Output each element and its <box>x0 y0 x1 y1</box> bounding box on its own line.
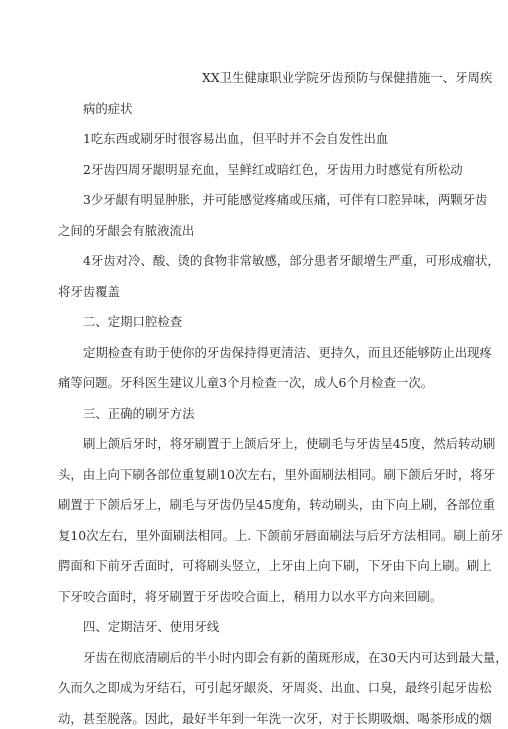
section-3-line-5: 腭面和下前牙舌面时，可将刷头竖立，上牙由上向下刷，下牙由下向上刷。刷上 <box>58 558 492 573</box>
section-2-heading: 二、定期口腔检查 <box>83 314 183 329</box>
section-3-line-4: 复10次左右，里外面刷法相同。上. 下颌前牙唇面刷法与后牙方法相同。刷上前牙 <box>58 527 503 543</box>
title-line-1: XX卫生健康职业学院牙齿预防与保健措施一、牙周疾 <box>202 70 493 85</box>
section-4-line-2: 久而久之即成为牙结石，可引起牙龈炎、牙周炎、出血、口臭，最终引起牙齿松 <box>58 680 492 695</box>
section-4-heading: 四、定期洁牙、使用牙线 <box>83 619 220 634</box>
section-3-line-3: 刷置于下颌后牙上，刷毛与牙齿仍呈45度角，转动刷头，由下向上刷，各部位重 <box>58 497 496 512</box>
section-3-heading: 三、正确的刷牙方法 <box>83 405 195 421</box>
section-4-line-3: 动，甚至脱落。因此，最好半年到一年洗一次牙，对于长期吸烟、喝茶形成的烟 <box>58 710 492 726</box>
symptom-4-line-2: 将牙齿覆盖 <box>58 283 120 299</box>
symptom-1: 1吃东西或刷牙时很容易出血，但平时并不会自发性出血 <box>83 131 389 146</box>
section-3-line-2: 头，由上向下刷各部位重复刷10次左右，里外面刷法相同。刷下颌后牙时，将牙 <box>58 466 496 482</box>
section-4-line-1: 牙齿在彻底清刷后的半小时内即会有新的菌斑形成，在30天内可达到最大量， <box>83 649 508 665</box>
symptom-3-line-1: 3少牙龈有明显肿胀，并可能感觉疼痛或压痛，可伴有口腔异味，两颗牙齿 <box>83 192 488 207</box>
symptom-3-line-2: 之间的牙龈会有脓液流出 <box>58 222 195 238</box>
section-3-line-1: 刷上颌后牙时，将牙刷置于上颌后牙上，使刷毛与牙齿呈45度，然后转动刷 <box>83 436 496 451</box>
section-3-line-6: 下牙咬合面时，将牙刷置于牙齿咬合面上，稍用力以水平方向来回刷。 <box>58 588 443 604</box>
symptom-4-line-1: 4牙齿对冷、酸、烫的食物非常敏感，部分患者牙龈增生严重，可形成瘤状， <box>83 253 500 268</box>
section-2-para-line-2: 痛等问题。牙科医生建议儿童3个月检查一次，成人6个月检查一次。 <box>58 375 434 390</box>
symptom-2: 2牙齿四周牙龈明显充血，呈鲜红或暗红色，牙齿用力时感觉有所松动 <box>83 161 463 177</box>
section-2-para-line-1: 定期检查有助于使你的牙齿保持得更清洁、更持久，而且还能够防止出现疼 <box>83 344 492 360</box>
title-line-2: 病的症状 <box>83 100 133 116</box>
